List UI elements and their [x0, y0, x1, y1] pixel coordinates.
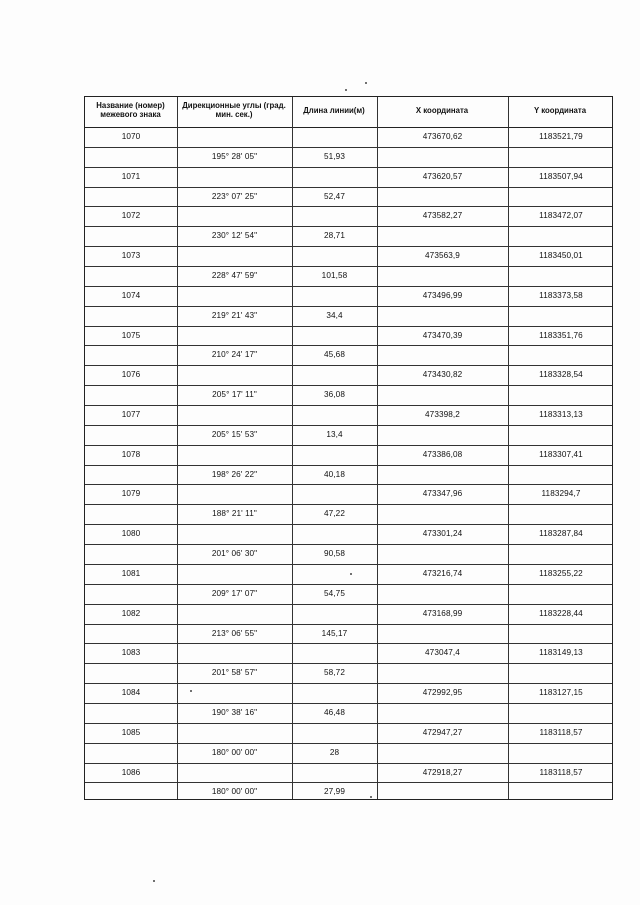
row-divider: [85, 743, 612, 744]
line-length: 90,58: [324, 549, 345, 559]
row-divider: [85, 782, 612, 783]
point-name: 1070: [121, 132, 141, 141]
direction-angle: 223° 07' 25": [211, 191, 258, 201]
row-divider: [85, 445, 612, 446]
line-length: 34,4: [326, 310, 343, 320]
direction-angle: 228° 47' 59": [211, 271, 258, 281]
row-divider: [85, 723, 612, 724]
row-divider: [85, 564, 612, 565]
point-name: 1080: [121, 529, 141, 539]
direction-angle: 180° 00' 00": [211, 747, 258, 757]
y-coordinate: 1183228,44: [539, 608, 583, 618]
y-coordinate: 1183313,13: [539, 410, 583, 420]
point-name: 1077: [121, 410, 141, 420]
y-coordinate: 1183307,41: [539, 449, 583, 459]
point-name: 1084: [121, 688, 141, 698]
x-coordinate: 473430,82: [422, 370, 463, 380]
x-coordinate: 473386,08: [422, 449, 463, 459]
row-divider: [85, 524, 612, 525]
y-coordinate: 1183373,58: [539, 290, 583, 300]
point-name: 1082: [121, 608, 141, 618]
line-length: 101,58: [321, 271, 348, 281]
x-coordinate: 473168,99: [422, 608, 463, 618]
point-name: 1086: [121, 767, 141, 777]
header-length: Длина линии(м): [303, 106, 365, 115]
x-coordinate: 473582,27: [422, 211, 463, 221]
header-x: X координата: [415, 106, 469, 115]
point-name: 1076: [121, 370, 141, 380]
y-coordinate: 1183118,57: [539, 767, 583, 777]
coordinates-table: [84, 96, 613, 800]
x-coordinate: 472918,27: [422, 767, 463, 777]
row-divider: [85, 763, 612, 764]
x-coordinate: 473563,9: [425, 251, 460, 261]
scan-speck: [350, 573, 352, 575]
direction-angle: 201° 58' 57": [211, 668, 258, 678]
direction-angle: 230° 12' 54": [211, 231, 258, 241]
direction-angle: 180° 00' 00": [211, 787, 258, 797]
y-coordinate: 1183507,94: [539, 171, 583, 181]
y-coordinate: 1183521,79: [539, 132, 583, 141]
line-length: 58,72: [324, 668, 345, 678]
row-divider: [85, 663, 612, 664]
header-angle: Дирекционные углы (град. мин. сек.): [182, 101, 286, 119]
column-divider: [177, 97, 178, 799]
header-y: Y координата: [533, 106, 587, 115]
row-divider: [85, 306, 612, 307]
scan-speck: [190, 690, 192, 692]
row-divider: [85, 365, 612, 366]
row-divider: [85, 624, 612, 625]
x-coordinate: 473398,2: [425, 410, 460, 420]
point-name: 1071: [121, 171, 141, 181]
point-name: 1079: [121, 489, 141, 499]
x-coordinate: 473047,4: [425, 648, 460, 658]
y-coordinate: 1183118,57: [539, 727, 583, 737]
line-length: 13,4: [326, 429, 343, 439]
direction-angle: 210° 24' 17": [211, 350, 258, 360]
row-divider: [85, 167, 612, 168]
x-coordinate: 473301,24: [422, 529, 463, 539]
line-length: 47,22: [324, 509, 345, 519]
line-length: 28,71: [324, 231, 345, 241]
row-divider: [85, 643, 612, 644]
point-name: 1075: [121, 330, 141, 340]
row-divider: [85, 226, 612, 227]
row-divider: [85, 683, 612, 684]
row-divider: [85, 584, 612, 585]
y-coordinate: 1183472,07: [539, 211, 583, 221]
row-divider: [85, 504, 612, 505]
line-length: 51,93: [324, 151, 345, 161]
point-name: 1072: [121, 211, 141, 221]
line-length: 27,99: [324, 787, 345, 797]
direction-angle: 205° 15' 53": [211, 429, 258, 439]
scan-speck: [370, 796, 372, 798]
direction-angle: 190° 38' 16": [211, 707, 258, 717]
line-length: 36,08: [324, 390, 345, 400]
row-divider: [85, 266, 612, 267]
point-name: 1074: [121, 290, 141, 300]
direction-angle: 219° 21' 43": [211, 310, 258, 320]
line-length: 54,75: [324, 588, 345, 598]
row-divider: [85, 544, 612, 545]
row-divider: [85, 326, 612, 327]
x-coordinate: 473670,62: [422, 132, 463, 141]
direction-angle: 198° 26' 22": [211, 469, 258, 479]
y-coordinate: 1183287,84: [539, 529, 583, 539]
row-divider: [85, 405, 612, 406]
line-length: 40,18: [324, 469, 345, 479]
scan-speck: [365, 82, 367, 84]
line-length: 52,47: [324, 191, 345, 201]
row-divider: [85, 703, 612, 704]
header-name: Название (номер) межевого знака: [96, 101, 165, 119]
x-coordinate: 473470,39: [422, 330, 463, 340]
x-coordinate: 473496,99: [422, 290, 463, 300]
point-name: 1073: [121, 251, 141, 261]
y-coordinate: 1183450,01: [539, 251, 583, 261]
point-name: 1081: [121, 568, 141, 578]
column-divider: [292, 97, 293, 799]
x-coordinate: 473347,96: [422, 489, 463, 499]
row-divider: [85, 484, 612, 485]
y-coordinate: 1183255,22: [539, 568, 583, 578]
y-coordinate: 1183149,13: [539, 648, 583, 658]
row-divider: [85, 425, 612, 426]
direction-angle: 213° 06' 55": [211, 628, 258, 638]
direction-angle: 188° 21' 11": [212, 509, 257, 519]
scan-speck: [153, 880, 155, 882]
point-name: 1078: [121, 449, 141, 459]
row-divider: [85, 465, 612, 466]
point-name: 1083: [121, 648, 141, 658]
y-coordinate: 1183351,76: [539, 330, 583, 340]
header-divider: [85, 127, 612, 128]
line-length: 28: [329, 747, 340, 757]
y-coordinate: 1183328,54: [539, 370, 583, 380]
line-length: 46,48: [324, 707, 345, 717]
x-coordinate: 473216,74: [422, 568, 463, 578]
row-divider: [85, 246, 612, 247]
direction-angle: 205° 17' 11": [212, 390, 257, 400]
row-divider: [85, 385, 612, 386]
y-coordinate: 1183294,7: [541, 489, 581, 499]
direction-angle: 209° 17' 07": [211, 588, 258, 598]
scan-speck: [345, 89, 347, 91]
line-length: 45,68: [324, 350, 345, 360]
row-divider: [85, 345, 612, 346]
direction-angle: 195° 28' 05": [211, 151, 258, 161]
row-divider: [85, 286, 612, 287]
direction-angle: 201° 06' 30": [211, 549, 258, 559]
point-name: 1085: [121, 727, 141, 737]
row-divider: [85, 604, 612, 605]
x-coordinate: 472992,95: [422, 688, 463, 698]
row-divider: [85, 187, 612, 188]
row-divider: [85, 206, 612, 207]
x-coordinate: 473620,57: [422, 171, 463, 181]
row-divider: [85, 147, 612, 148]
y-coordinate: 1183127,15: [539, 688, 583, 698]
line-length: 145,17: [321, 628, 348, 638]
x-coordinate: 472947,27: [422, 727, 463, 737]
